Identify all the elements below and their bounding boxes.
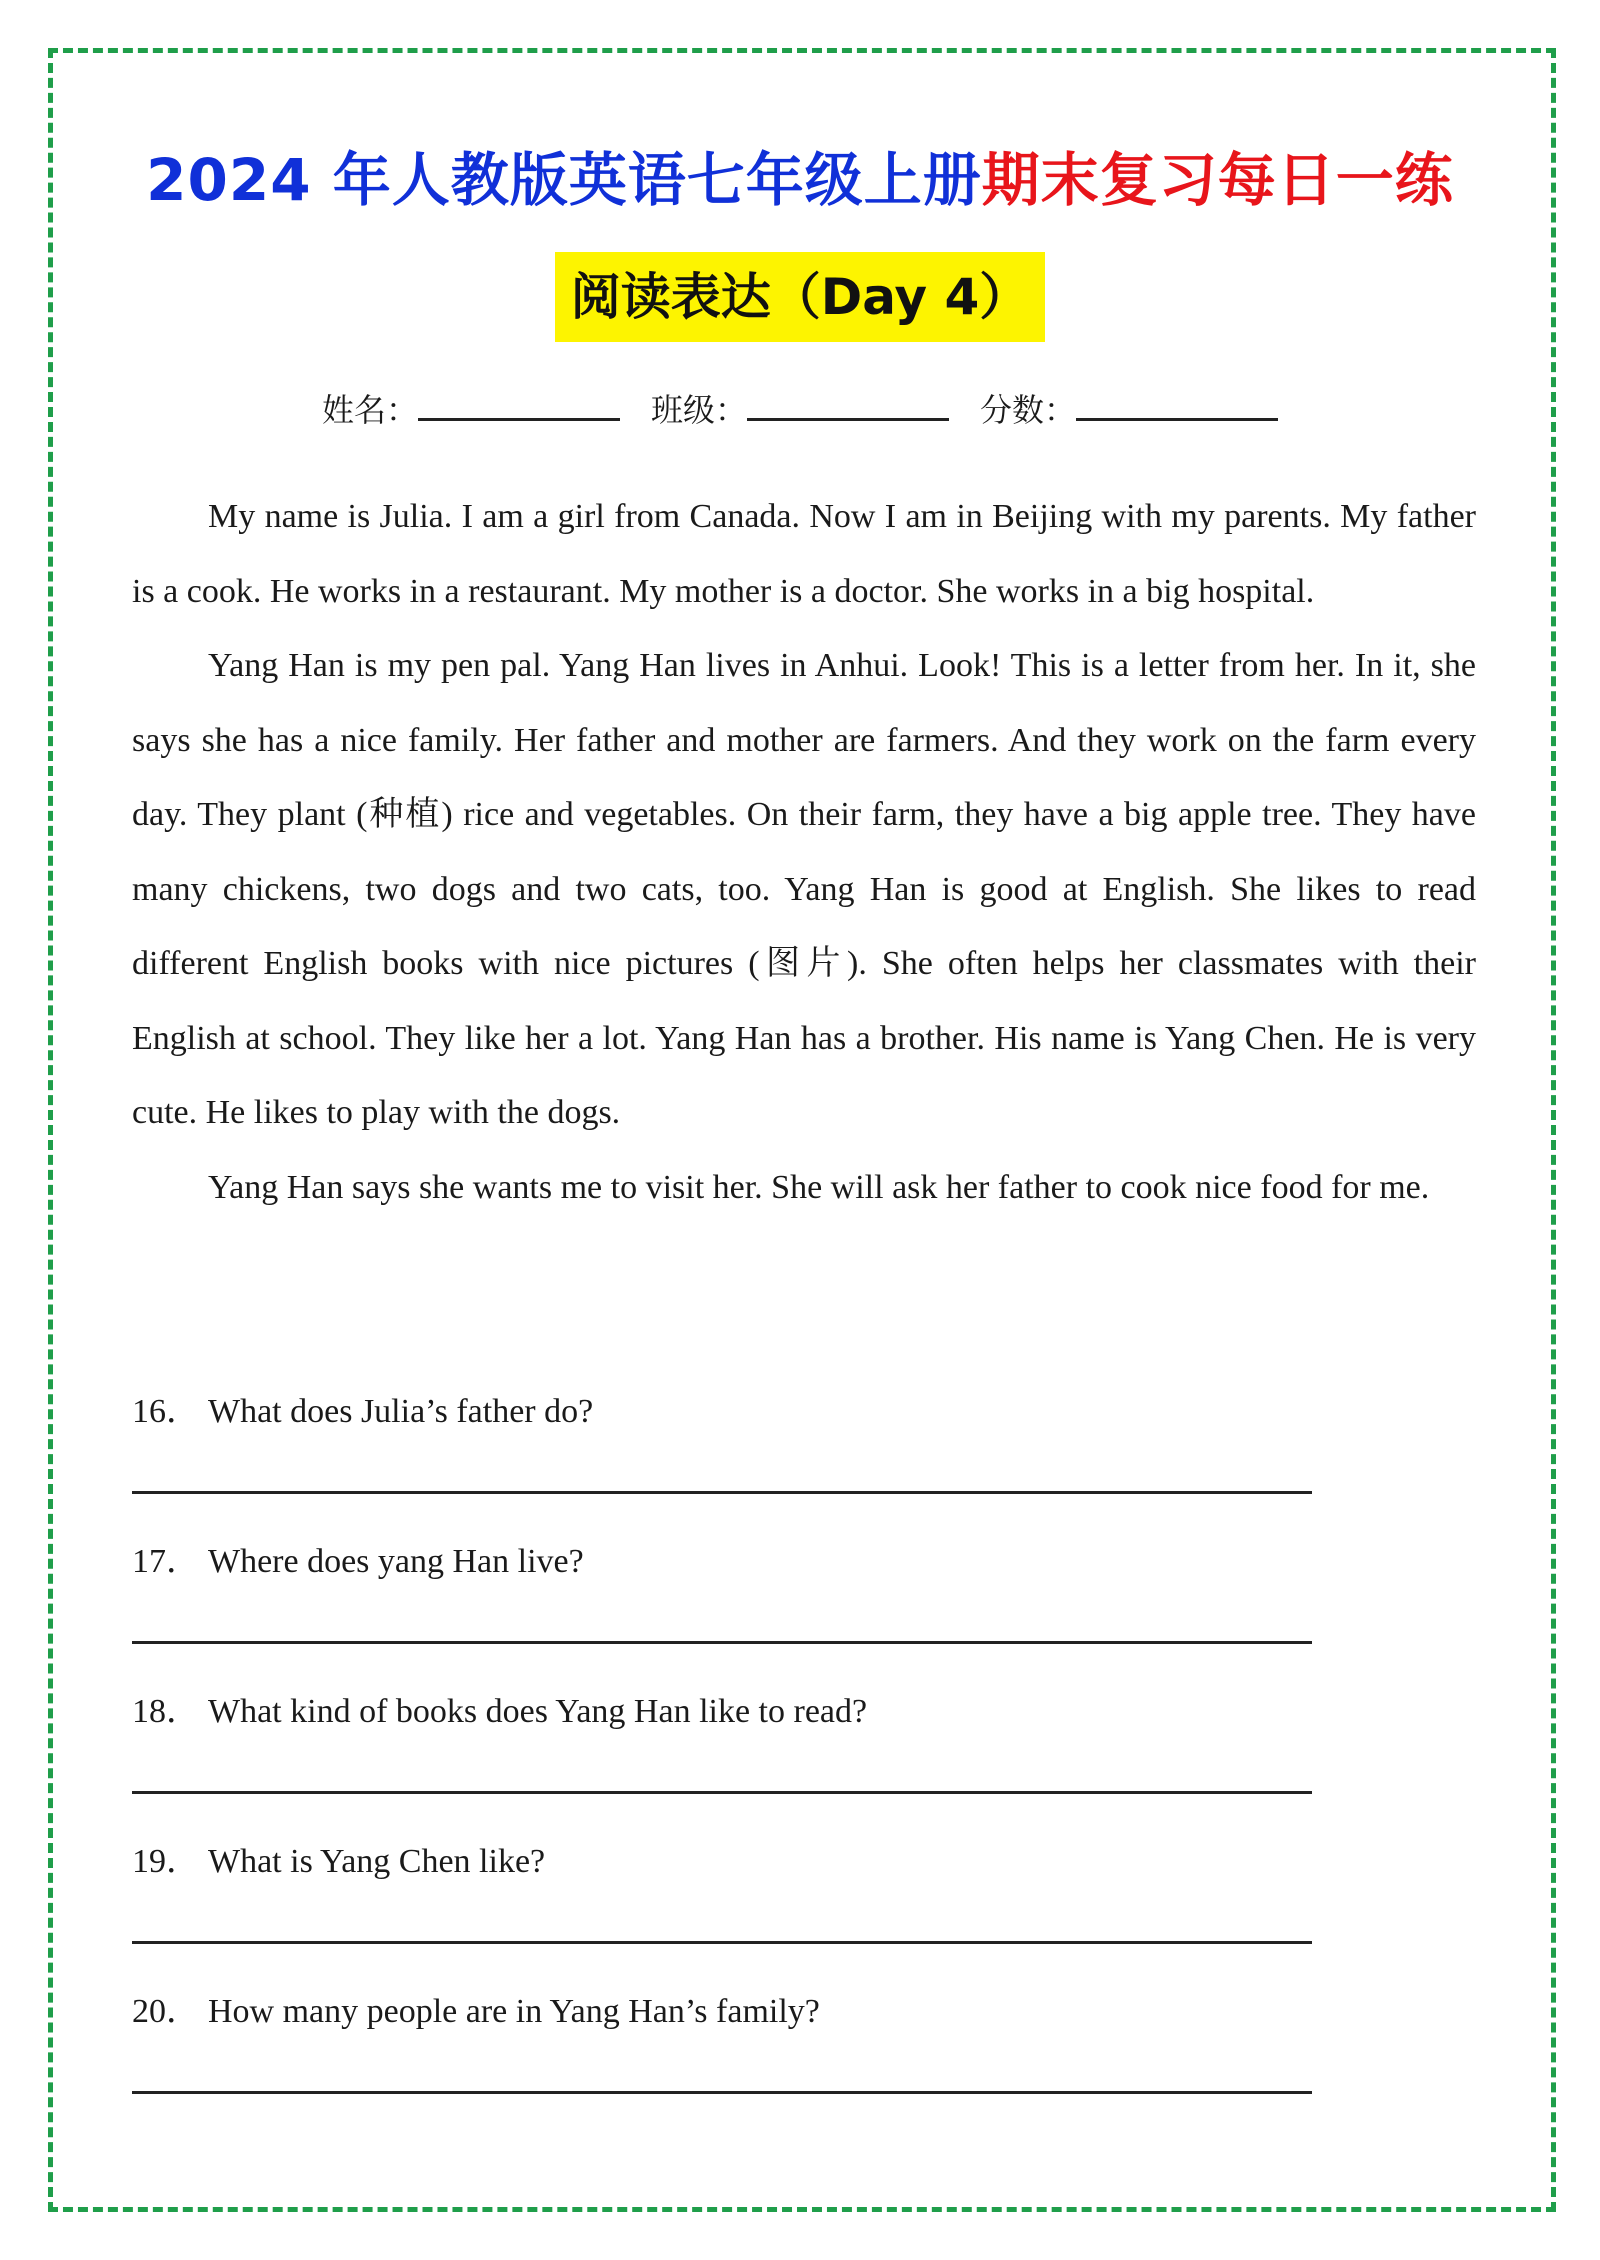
question-list [132, 1375, 1476, 2125]
question-number: 20． [132, 1993, 200, 2030]
question-number: 17． [132, 1543, 200, 1580]
question-item [132, 1675, 1476, 1825]
name-label: 姓名： [321, 391, 418, 429]
title-red-part: 期末复习每日一练 [981, 146, 1454, 214]
answer-line[interactable] [132, 1641, 1312, 1644]
passage-paragraph-1: My name is Julia. I am a girl from Canada. Now I am in Beijing with my parents. My father is a cook. He works in a restaurant. My mother is a doctor. She works in a big hospital. [132, 498, 1476, 610]
reading-passage [132, 480, 1476, 1225]
question-text-row [132, 1375, 1476, 1449]
answer-line[interactable] [132, 1791, 1312, 1794]
answer-line[interactable] [132, 1941, 1312, 1944]
subtitle-highlighted: 阅读表达（Day 4） [555, 252, 1046, 342]
question-text-row [132, 1825, 1476, 1899]
passage-paragraph-2: Yang Han is my pen pal. Yang Han lives in Anhui. Look! This is a letter from her. In it, she says she has a nice family. Her father and mother are farmers. And they work on the farm every day. They plant (种植) rice and vegetables. On their farm, they have a big apple tree. They have many chickens, two dogs and two cats, too. Yang Han is good at English. She likes to read different English books with nice pictures (图片). She often helps her classmates with their English at school. They like her a lot. Yang Han has a brother. His name is Yang Chen. He is very cute. He likes to play with the dogs. [132, 647, 1476, 1131]
question-text: What does Julia’s father do? [208, 1393, 594, 1430]
question-text: What kind of books does Yang Han like to read? [208, 1693, 868, 1730]
class-blank[interactable] [747, 380, 949, 421]
title-blue-part: 2024 年人教版英语七年级上册 [146, 146, 982, 214]
student-info-line [0, 380, 1600, 438]
question-text: Where does yang Han live? [208, 1543, 584, 1580]
answer-line[interactable] [132, 2091, 1312, 2094]
score-blank[interactable] [1076, 380, 1278, 421]
question-number: 19． [132, 1843, 200, 1880]
question-text: What is Yang Chen like? [208, 1843, 546, 1880]
question-item [132, 1825, 1476, 1975]
question-number: 18． [132, 1693, 200, 1730]
subtitle-wrapper [0, 252, 1600, 342]
class-label: 班级： [650, 391, 747, 429]
question-text-row [132, 1975, 1476, 2049]
question-text: How many people are in Yang Han’s family? [208, 1993, 820, 2030]
score-label: 分数： [980, 391, 1077, 429]
name-blank[interactable] [418, 380, 620, 421]
answer-line[interactable] [132, 1491, 1312, 1494]
passage-paragraph-3: Yang Han says she wants me to visit her. She will ask her father to cook nice food for me. [208, 1168, 1430, 1206]
question-text-row [132, 1525, 1476, 1599]
question-item [132, 1525, 1476, 1675]
question-item [132, 1375, 1476, 1525]
question-number: 16． [132, 1393, 200, 1430]
question-text-row [132, 1675, 1476, 1749]
question-item [132, 1975, 1476, 2125]
page-title [0, 140, 1600, 220]
